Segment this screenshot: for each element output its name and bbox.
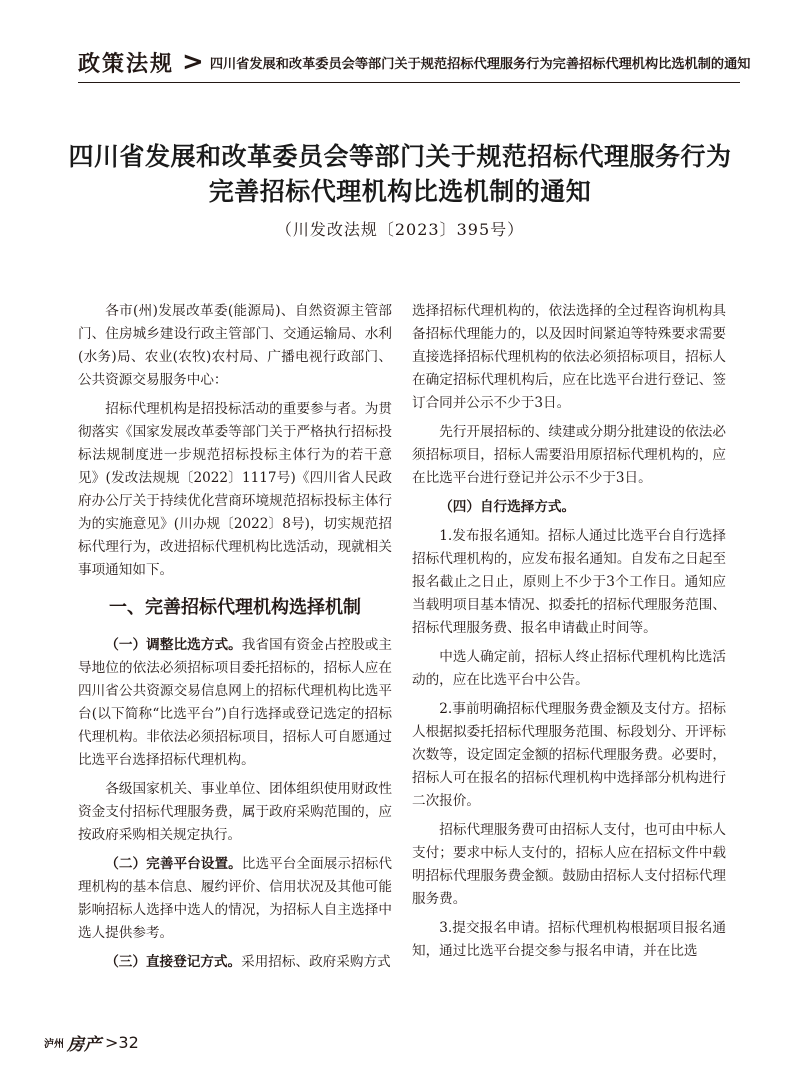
left-column <box>78 300 392 980</box>
body-paragraph: 中选人确定前，招标人终止招标代理机构比选活动的，应在比选平台中公告。 <box>412 649 726 688</box>
footer-city: 泸州 <box>44 1038 64 1050</box>
body-paragraph: 先行开展招标的、续建或分期分批建设的依法必须招标项目，招标人需要沿用原招标代理机构的，应在比选平台进行登记并公示不少于3日。 <box>412 424 726 486</box>
chevron-right-icon: > <box>182 47 204 77</box>
clause-3-text: 采用招标、政府采购方式 <box>241 954 391 970</box>
body-paragraph: 各级国家机关、事业单位、团体组织使用财政性资金支付招标代理服务费，属于政府采购范围的，应按政府采购相关规定执行。 <box>78 781 392 843</box>
continued-paragraph: 选择招标代理机构的，依法选择的全过程咨询机构具备招标代理能力的，以及因时间紧迫等特殊要求需要直接选择招标代理机构的依法必须招标项目，招标人在确定招标代理机构后，应在比选平台进行登记、签订合同并公示不少于3日。 <box>412 303 726 411</box>
magazine-logo: 房产 <box>67 1034 101 1055</box>
article-title-line-2: 完善招标代理机构比选机制的通知 <box>208 177 592 206</box>
clause-2-paragraph <box>78 853 392 945</box>
intro-paragraph: 招标代理机构是招投标活动的重要参与者。为贯彻落实《国家发展改革委等部门关于严格执行招标投标法规制度进一步规范招标投标主体行为的若干意见》(发改法规规〔2022〕1117号)《四川省人民政府办公厅关于持续优化营商环境规范招标投标主体行为的实施意见》(川办规〔2022〕8号)，切实规范招标代理行为，改进招标代理机构比选活动，现就相关事项通知如下。 <box>78 401 392 578</box>
item-2-paragraph: 2.事前明确招标代理服务费金额及支付方。招标人根据拟委托招标代理服务范围、标段划分、开评标次数等，设定固定金额的招标代理服务费。必要时，招标人可在报名的招标代理机构中选择部分机构进行二次报价。 <box>412 701 726 809</box>
item-1-paragraph: 1.发布报名通知。招标人通过比选平台自行选择招标代理机构的，应发布报名通知。自发布之日起至报名截止之日止，原则上不少于3个工作日。通知应当载明项目基本情况、拟委托的招标代理服务范围、招标代理服务费、报名申请截止时间等。 <box>412 528 726 636</box>
page-footer <box>44 1029 139 1055</box>
article-title-line-1: 四川省发展和改革委员会等部门关于规范招标代理服务行为 <box>68 142 732 171</box>
clause-1-label: （一）调整比选方式。 <box>105 637 242 653</box>
header-divider <box>78 82 740 83</box>
page-number: >32 <box>105 1032 139 1052</box>
clause-1-paragraph <box>78 634 392 772</box>
header-subtitle: 四川省发展和改革委员会等部门关于规范招标代理服务行为完善招标代理机构比选机制的通知 <box>209 56 751 72</box>
section-heading: 一、完善招标代理机构选择机制 <box>109 597 361 618</box>
item-3-paragraph: 3.提交报名申请。招标代理机构根据项目报名通知，通过比选平台提交参与报名申请，并在比选 <box>412 920 726 959</box>
clause-2-text: 比选平台全面展示招标代理机构的基本信息、履约评价、信用状况及其他可能影响招标人选择中选人的情况，为招标人自主选择中选人提供参考。 <box>78 856 392 941</box>
section-name: 政策法规 <box>78 51 175 77</box>
document-number: （川发改法规〔2023〕395号） <box>275 220 525 239</box>
clause-3-paragraph <box>78 951 392 974</box>
clause-4-label: （四）自行选择方式。 <box>439 499 576 515</box>
right-column <box>412 300 726 969</box>
clause-1-text: 我省国有资金占控股或主导地位的依法必须招标项目委托招标的，招标人应在四川省公共资源交易信息网上的招标代理机构比选平台(以下简称“比选平台”)自行选择或登记选定的招标代理机构。非依法必须招标项目，招标人可自愿通过比选平台选择招标代理机构。 <box>78 637 392 768</box>
running-header <box>78 44 751 80</box>
clause-3-label: （三）直接登记方式。 <box>105 954 242 970</box>
clause-4-heading <box>412 496 726 519</box>
body-paragraph: 招标代理服务费可由招标人支付，也可由中标人支付；要求中标人支付的，招标人应在招标文件中载明招标代理服务费金额。鼓励由招标人支付招标代理服务费。 <box>412 822 726 907</box>
addressee-paragraph: 各市(州)发展改革委(能源局)、自然资源主管部门、住房城乡建设行政主管部门、交通运输局、水利(水务)局、农业(农牧)农村局、广播电视行政部门、公共资源交易服务中心： <box>78 303 392 388</box>
clause-2-label: （二）完善平台设置。 <box>105 856 242 872</box>
